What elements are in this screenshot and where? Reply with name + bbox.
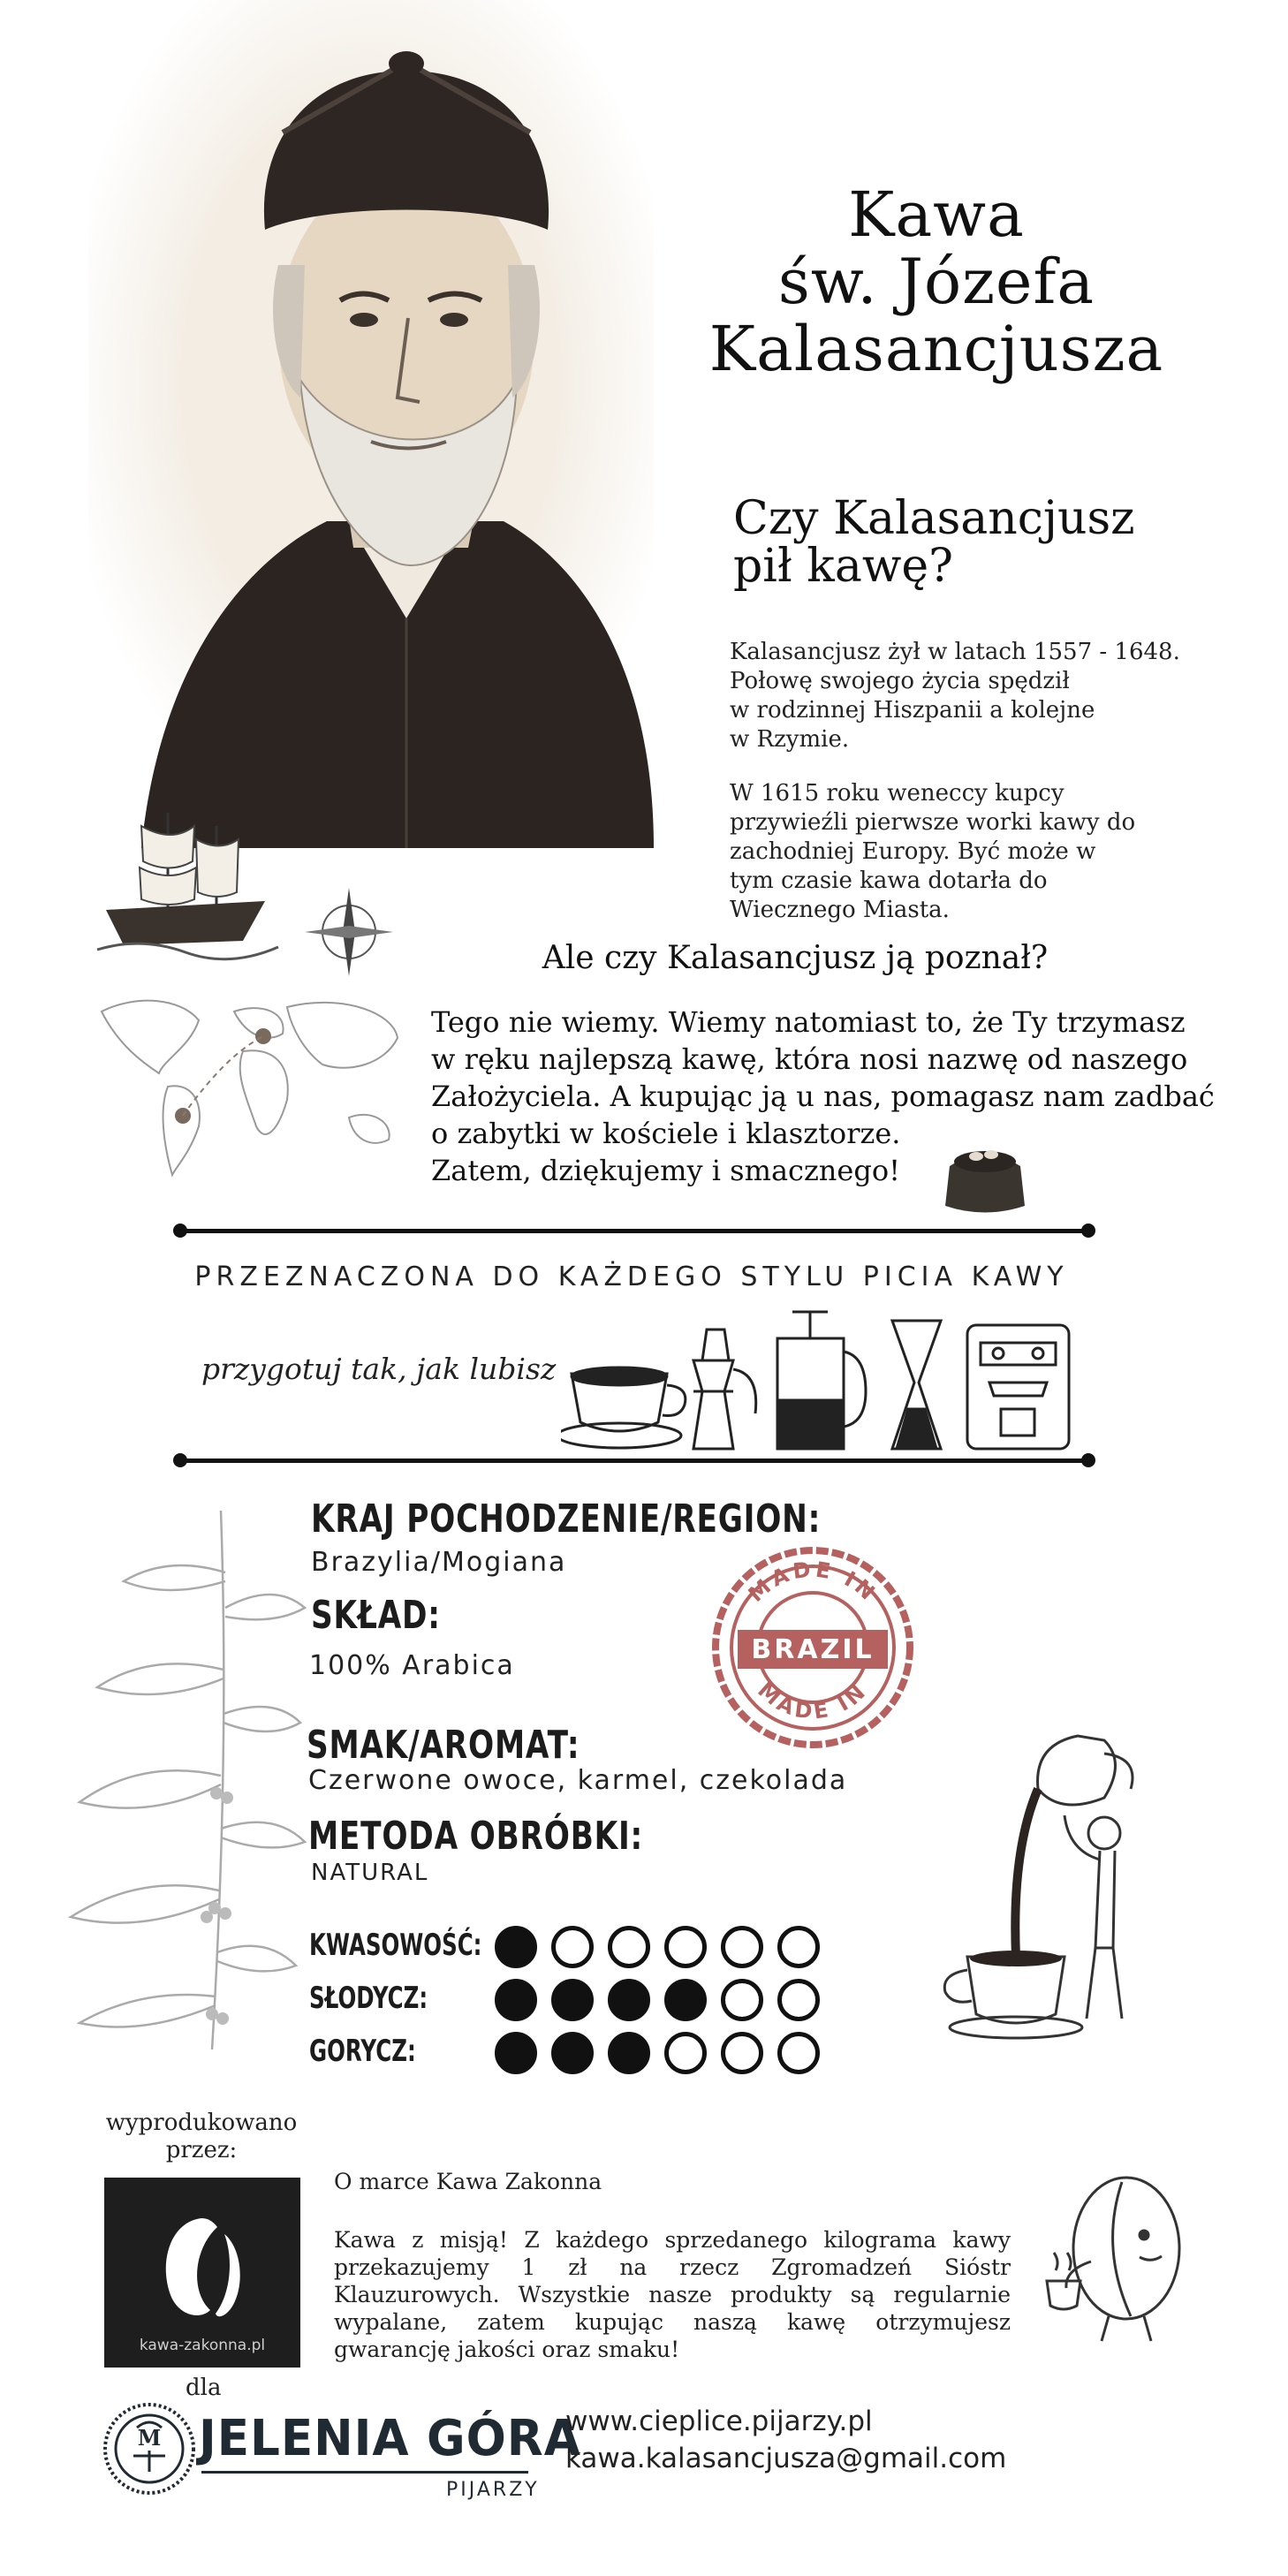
rating-dot-filled — [495, 1926, 537, 1968]
rating-dots-acidity — [495, 1926, 839, 1972]
history-question-title — [733, 492, 1228, 593]
world-map-illustration — [84, 976, 411, 1184]
rating-dot-empty — [721, 1926, 763, 1968]
coffee-plant-illustration — [44, 1493, 309, 2058]
answer-line: Zatem, dziękujemy i smacznego! — [431, 1154, 900, 1187]
title-line: Kalasancjusza — [708, 313, 1164, 385]
brewing-headline: PRZEZNACZONA DO KAŻDEGO STYLU PICIA KAWY — [194, 1261, 1069, 1292]
divider-bottom — [177, 1458, 1092, 1463]
history-paragraph-1 — [730, 638, 1224, 754]
rating-dot-empty — [551, 1926, 594, 1968]
process-label: METODA OBRÓBKI: — [308, 1814, 644, 1859]
espresso-machine-icon — [967, 1325, 1069, 1449]
rating-label-bitterness: GORYCZ: — [309, 2034, 416, 2069]
parish-sub: PIJARZY — [446, 2479, 540, 2501]
about-title: O marce Kawa Zakonna — [334, 2169, 602, 2194]
coffee-sack-icon — [936, 1135, 1034, 1219]
coffee-bean-icon — [155, 2211, 248, 2326]
composition-label: SKŁAD: — [311, 1593, 441, 1638]
rating-dot-filled — [608, 1979, 650, 2021]
rating-dot-empty — [664, 1926, 707, 1968]
coffee-bean-mascot-illustration — [1038, 2164, 1193, 2345]
rating-dot-filled — [551, 1979, 594, 2021]
pouring-coffee-illustration — [928, 1718, 1157, 2054]
rating-dot-empty — [777, 1926, 820, 1968]
svg-text:M: M — [137, 2425, 162, 2451]
rating-dot-empty — [777, 2032, 820, 2074]
rating-dots-bitterness — [495, 2032, 839, 2078]
brewing-methods-illustration — [561, 1307, 1082, 1458]
rating-dot-filled — [495, 1979, 537, 2021]
stamp-middle-text: BRAZIL — [751, 1634, 875, 1665]
saint-portrait-illustration — [88, 0, 654, 848]
rating-dots-sweetness — [495, 1979, 839, 2025]
origin-value: Brazylia/Mogiana — [311, 1547, 567, 1578]
answer-paragraph — [431, 1004, 1226, 1189]
rating-dot-filled — [664, 1979, 707, 2021]
question-title-line: Czy Kalasancjusz — [733, 492, 1135, 545]
brand-logo-caption: kawa-zakonna.pl — [139, 2337, 266, 2354]
contact-block — [565, 2403, 1006, 2477]
sailing-ship-icon — [88, 795, 283, 963]
rating-dot-filled — [608, 2032, 650, 2074]
mid-question: Ale czy Kalasancjusz ją poznał? — [542, 940, 1049, 976]
rating-dot-empty — [777, 1979, 820, 2021]
rating-dot-empty — [664, 2032, 707, 2074]
stamp-top-text: MADE IN — [743, 1557, 883, 1608]
origin-label: KRAJ POCHODZENIE/REGION: — [311, 1496, 822, 1542]
brewing-tagline: przygotuj tak, jak lubisz — [201, 1352, 557, 1386]
rating-label-sweetness: SŁODYCZ: — [309, 1981, 428, 2016]
para-line: Wiecznego Miasta. — [730, 897, 950, 923]
title-line: św. Józefa — [777, 246, 1095, 318]
made-in-brazil-stamp — [707, 1542, 919, 1754]
title-line: Kawa — [848, 178, 1025, 251]
email-link[interactable]: kawa.kalasancjusza@gmail.com — [565, 2443, 1007, 2474]
rating-dot-empty — [721, 1979, 763, 2021]
produced-by-line: przez: — [165, 2137, 238, 2163]
pour-over-icon — [892, 1321, 941, 1449]
rating-dot-empty — [721, 2032, 763, 2074]
para-line: w Rzymie. — [730, 726, 850, 753]
para-line: przywieźli pierwsze worki kawy do — [730, 809, 1136, 836]
french-press-icon — [777, 1312, 866, 1449]
parish-name: JELENIA GÓRA — [199, 2410, 581, 2467]
flavor-label: SMAK/AROMAT: — [307, 1723, 580, 1768]
rating-dot-empty — [608, 1926, 650, 1968]
para-line: zachodniej Europy. Być może w — [730, 838, 1096, 865]
brand-logo — [104, 2178, 300, 2368]
about-text: Kawa z misją! Z każdego sprzedanego kilograma kawy przekazujemy 1 zł na rzecz Zgromadzeń Sióstr Klauzurowych. Wszystkie nasze produkty są regularnie wypalane, zatem kupując naszą kawę otrzymujesz gwarancję jakości oraz smaku! — [334, 2227, 1011, 2362]
produced-by-label — [95, 2110, 307, 2164]
produced-by-line: wyprodukowano — [105, 2110, 298, 2136]
answer-line: Założyciela. A kupując ją u nas, pomagasz nam zadbać — [431, 1080, 1215, 1113]
piarist-emblem-icon — [102, 2401, 197, 2496]
process-value: NATURAL — [311, 1860, 429, 1886]
answer-line: Tego nie wiemy. Wiemy natomiast to, że Ty trzymasz — [431, 1005, 1186, 1039]
for-label: dla — [186, 2375, 222, 2401]
para-line: tym czasie kawa dotarła do — [730, 868, 1048, 894]
rating-dot-filled — [551, 2032, 594, 2074]
website-link[interactable]: www.cieplice.pijarzy.pl — [565, 2406, 873, 2437]
para-line: Połowę swojego życia spędził — [730, 668, 1070, 694]
para-line: w rodzinnej Hiszpanii a kolejne — [730, 697, 1095, 724]
coffee-cup-icon — [561, 1368, 686, 1448]
divider-top — [177, 1229, 1092, 1233]
answer-line: o zabytki w kościele i klasztorze. — [431, 1117, 901, 1150]
rating-dot-filled — [495, 2032, 537, 2074]
moka-pot-icon — [693, 1330, 756, 1449]
answer-line: w ręku najlepszą kawę, która nosi nazwę od naszego — [431, 1042, 1188, 1076]
history-paragraph-2 — [730, 779, 1224, 925]
stamp-bottom-text: MADE IN — [753, 1678, 873, 1724]
rating-label-acidity: KWASOWOŚĆ: — [309, 1928, 482, 1963]
page-title — [645, 178, 1228, 385]
para-line: Kalasancjusz żył w latach 1557 - 1648. — [730, 639, 1180, 665]
question-title-line: pił kawę? — [733, 540, 953, 593]
composition-value: 100% Arabica — [309, 1650, 515, 1681]
flavor-value: Czerwone owoce, karmel, czekolada — [308, 1765, 848, 1796]
parish-divider — [201, 2471, 528, 2474]
para-line: W 1615 roku weneccy kupcy — [730, 780, 1064, 807]
